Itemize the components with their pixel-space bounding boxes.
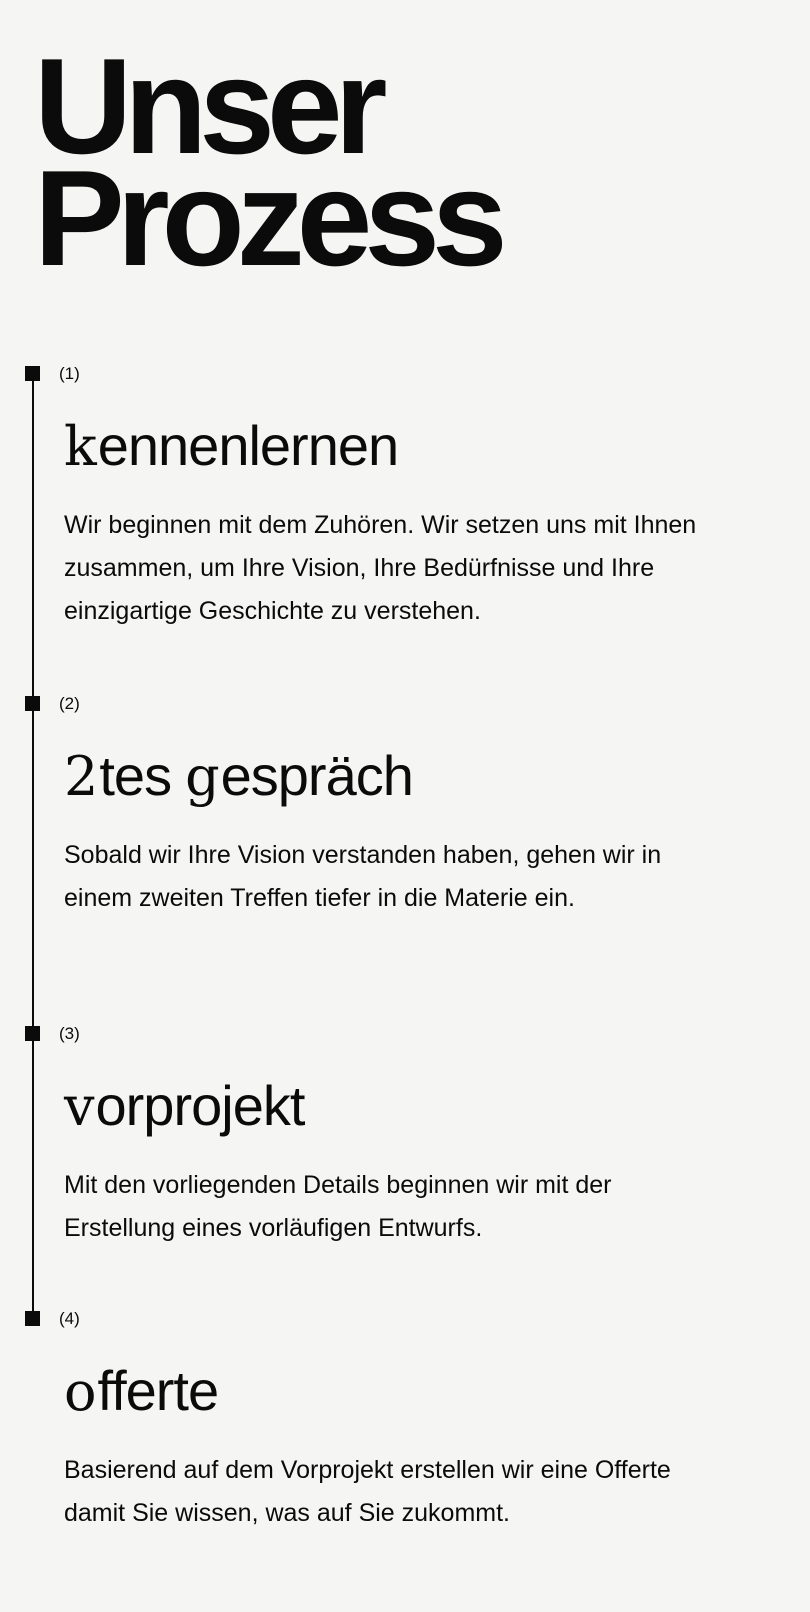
- step-title-rest: ennenlernen: [97, 414, 399, 477]
- timeline-marker: [25, 696, 40, 711]
- step-title: [64, 1359, 218, 1424]
- step-number: (4): [59, 1309, 80, 1328]
- step-description: Basierend auf dem Vorprojekt erstellen wir eine Offerte damit Sie wissen, was auf Sie zukommt.: [64, 1456, 671, 1527]
- step-title: [64, 414, 398, 479]
- page-title: [34, 30, 500, 294]
- timeline-marker: [25, 366, 40, 381]
- step-title-word2-initial: g: [185, 745, 220, 808]
- step-title: [64, 1074, 304, 1139]
- step-title-rest: tes: [99, 744, 172, 807]
- step-title: [64, 744, 413, 809]
- step-number: (1): [59, 364, 80, 383]
- step-title-word2-rest: espräch: [220, 744, 413, 807]
- timeline-marker: [25, 1311, 40, 1326]
- step-title-initial: 2: [64, 745, 99, 808]
- page-title-line-2: Prozess: [34, 142, 500, 294]
- step-title-rest: fferte: [97, 1359, 219, 1422]
- step-title-rest: orprojekt: [95, 1074, 305, 1137]
- page-title-line-1: Unser: [34, 30, 380, 182]
- step-number: (2): [59, 694, 80, 713]
- step-title-initial: k: [64, 415, 97, 478]
- step-title-initial: v: [64, 1075, 95, 1138]
- step-description: Sobald wir Ihre Vision verstanden haben, gehen wir in einem zweiten Treffen tiefer in die Materie ein.: [64, 841, 662, 912]
- timeline-line: [32, 370, 34, 1318]
- timeline-marker: [25, 1026, 40, 1041]
- step-title-initial: o: [64, 1360, 97, 1423]
- step-description: Mit den vorliegenden Details beginnen wir mit der Erstellung eines vorläufigen Entwurfs.: [64, 1171, 612, 1242]
- step-description: Wir beginnen mit dem Zuhören. Wir setzen uns mit Ihnen zusammen, um Ihre Vision, Ihre Bedürfnisse und Ihre einzigartige Geschichte zu verstehen.: [64, 511, 697, 625]
- step-number: (3): [59, 1024, 80, 1043]
